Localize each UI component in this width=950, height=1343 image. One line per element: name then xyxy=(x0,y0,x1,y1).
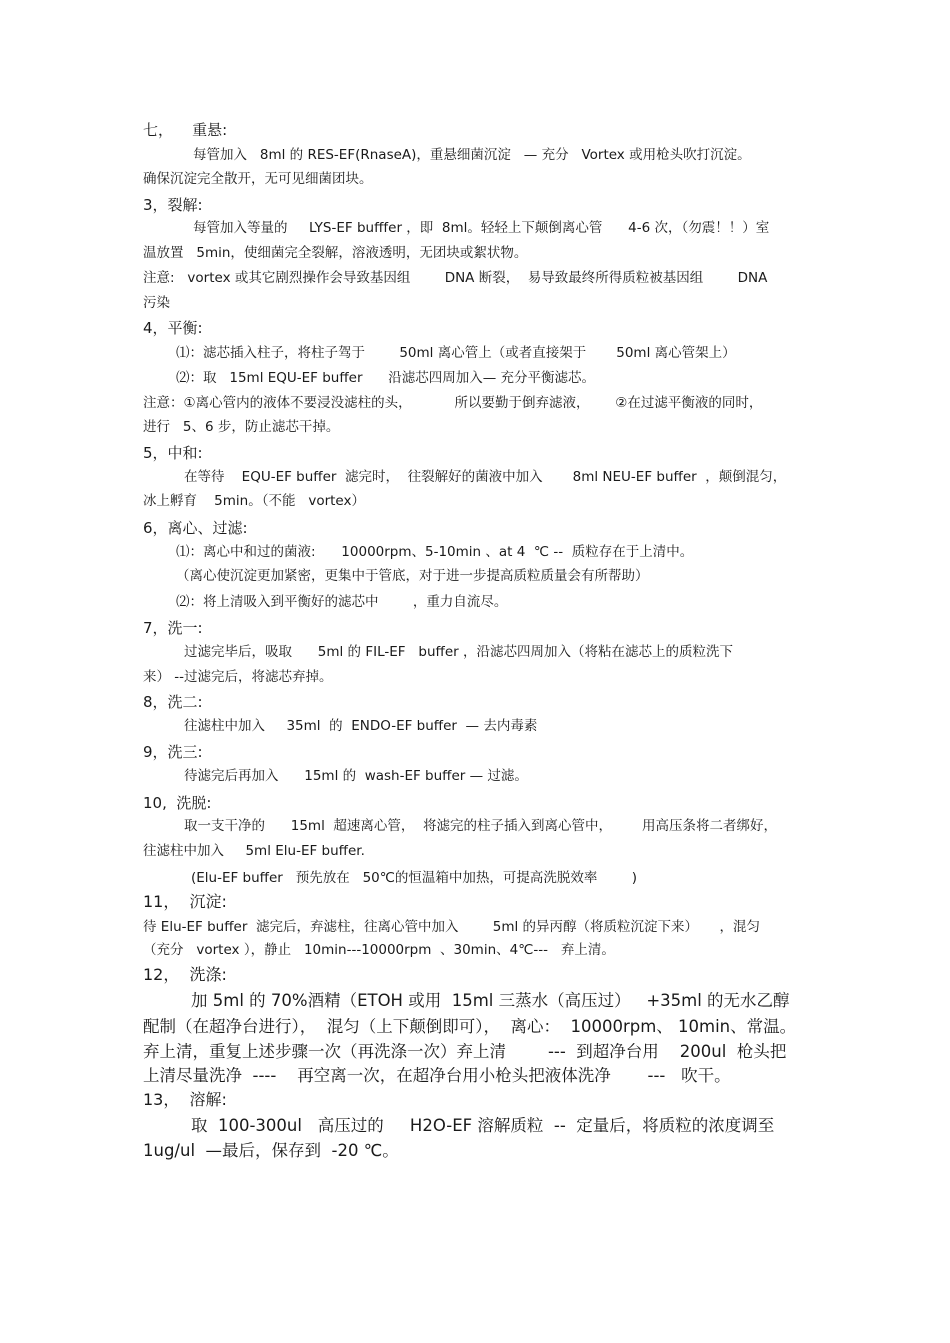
paragraph-line: 往滤柱中加入 35ml 的 ENDO-EF buffer — 去内毒素 xyxy=(184,718,538,734)
paragraph-line: ⑴：离心中和过的菌液: 10000rpm、5-10min 、at 4 ℃ -- 质粒存在于上清中。 xyxy=(176,544,694,560)
paragraph-line: 来） --过滤完后，将滤芯弃掉。 xyxy=(143,669,333,685)
section-title: 9，洗三: xyxy=(143,743,203,761)
paragraph-line: 取一支干净的 15ml 超速离心管， 将滤完的柱子插入到离心管中， 用高压条将二者绑好， xyxy=(184,818,778,834)
paragraph-line: 往滤柱中加入 5ml Elu-EF buffer. xyxy=(143,843,365,859)
paragraph-line: ⑵：将上清吸入到平衡好的滤芯中 ，重力自流尽。 xyxy=(176,594,508,610)
section-title: 5，中和: xyxy=(143,444,203,462)
paragraph-line: 1ug/ul —最后，保存到 -20 ℃。 xyxy=(143,1141,399,1160)
paragraph-line: 冰上孵育 5min。（不能 vortex） xyxy=(143,493,365,509)
paragraph-line: 过滤完毕后，吸取 5ml 的 FIL-EF buffer ，沿滤芯四周加入（将粘在滤芯上的质粒洗下 xyxy=(184,644,733,660)
paragraph-line: 上清尽量洗净 ---- 再空离一次，在超净台用小枪头把液体洗净 --- 吹干。 xyxy=(143,1066,731,1085)
paragraph-line: 确保沉淀完全散开，无可见细菌团块。 xyxy=(143,171,373,187)
paragraph-line: 配制（在超净台进行）， 混匀（上下颠倒即可）， 离心： 10000rpm、 10min、常温。 xyxy=(143,1017,797,1036)
paragraph-line: 待 Elu-EF buffer 滤完后，弃滤柱，往离心管中加入 5ml 的异丙醇（将质粒沉淀下来） ，混匀 xyxy=(143,919,761,935)
paragraph-line: 温放置 5min，使细菌完全裂解，溶液透明，无团块或絮状物。 xyxy=(143,245,528,261)
section-title: 10, 洗脱: xyxy=(143,794,212,812)
paragraph-line: 弃上清，重复上述步骤一次（再洗涤一次）弃上清 --- 到超净台用 200ul 枪头把 xyxy=(143,1042,787,1061)
paragraph-line: 加 5ml 的 70%酒精（ETOH 或用 15ml 三蒸水（高压过） +35ml 的无水乙醇 xyxy=(191,991,790,1010)
paragraph-line: 注意：①离心管内的液体不要浸没滤柱的头， 所以要勤于倒弃滤液， ②在过滤平衡液的同时， xyxy=(143,395,763,411)
paragraph-line: 注意: vortex 或其它剧烈操作会导致基因组 DNA 断裂， 易导致最终所得质粒被基因组 DNA xyxy=(143,270,768,286)
section-title: 7，洗一: xyxy=(143,619,203,637)
paragraph-line: 污染 xyxy=(143,295,170,311)
paragraph-line: ⑴：滤芯插入柱子，将柱子驾于 50ml 离心管上（或者直接架于 50ml 离心管架上） xyxy=(176,345,736,361)
paragraph-line: ⑵：取 15ml EQU-EF buffer 沿滤芯四周加入— 充分平衡滤芯。 xyxy=(176,370,596,386)
paragraph-line: 进行 5、6 步，防止滤芯干掉。 xyxy=(143,419,340,435)
section-title: 七， 重悬: xyxy=(143,121,228,139)
section-title: 8，洗二: xyxy=(143,693,203,711)
section-title: 11， 沉淀: xyxy=(143,892,227,911)
section-title: 3，裂解: xyxy=(143,196,203,214)
section-title: 13， 溶解: xyxy=(143,1090,227,1109)
paragraph-line: 取 100-300ul 高压过的 H2O-EF 溶解质粒 -- 定量后，将质粒的浓度调至 xyxy=(191,1116,775,1135)
section-title: 6，离心、过滤: xyxy=(143,519,248,537)
section-title: 4，平衡: xyxy=(143,319,203,337)
paragraph-line: (Elu-EF buffer 预先放在 50℃的恒温箱中加热，可提高洗脱效率 ) xyxy=(191,870,638,886)
paragraph-line: 在等待 EQU-EF buffer 滤完时， 往裂解好的菌液中加入 8ml NEU-EF buffer ，颠倒混匀， xyxy=(184,469,787,485)
paragraph-line: （离心使沉淀更加紧密，更集中于管底，对于进一步提高质粒质量会有所帮助） xyxy=(176,568,649,584)
paragraph-line: 每管加入等量的 LYS-EF bufffer ，即 8ml。轻轻上下颠倒离心管 4-6 次，（勿震！！）室 xyxy=(193,220,770,236)
paragraph-line: （充分 vortex ），静止 10min---10000rpm 、30min、4℃--- 弃上清。 xyxy=(143,942,615,958)
paragraph-line: 每管加入 8ml 的 RES-EF(RnaseA)，重悬细菌沉淀 — 充分 Vortex 或用枪头吹打沉淀。 xyxy=(193,147,751,163)
section-title: 12， 洗涤: xyxy=(143,965,227,984)
paragraph-line: 待滤完后再加入 15ml 的 wash-EF buffer — 过滤。 xyxy=(184,768,528,784)
